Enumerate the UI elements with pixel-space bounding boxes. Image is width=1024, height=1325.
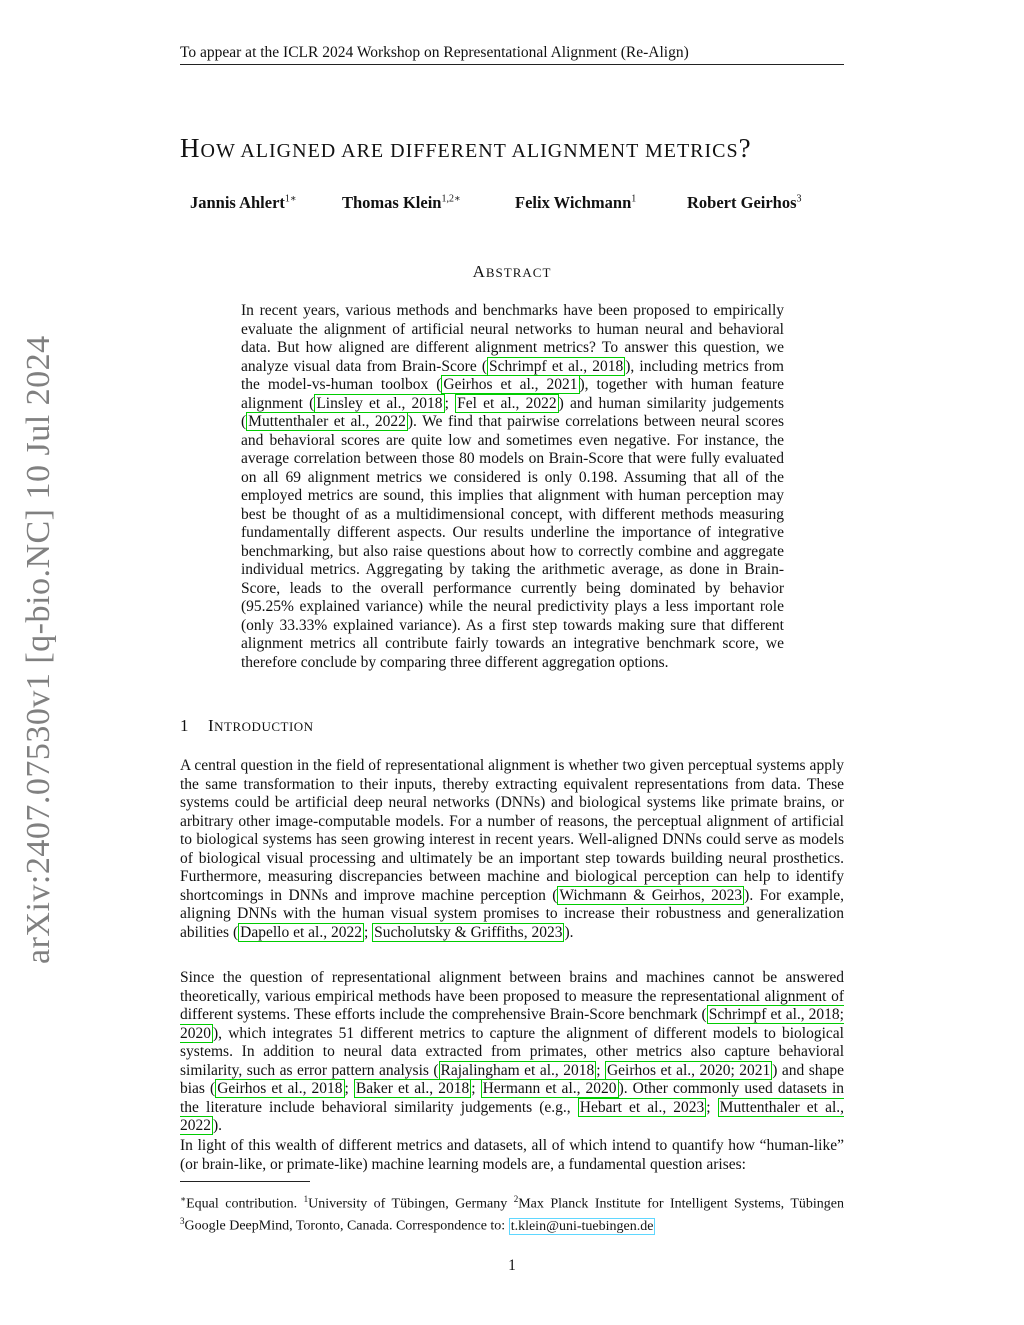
author: Felix Wichmann$^1$ [515, 193, 637, 212]
citation-link[interactable]: Geirhos et al., 2021 [443, 376, 578, 393]
citation-link[interactable]: Sucholutsky & Griffiths, 2023 [374, 923, 563, 941]
citation-link[interactable]: Schrimpf et al., 2018 [489, 357, 624, 375]
abstract-body: In recent years, various methods and benchmarks have been proposed to empirically evaluate the alignment of artificial neural networks to human neural and behavioral data. But how aligned are different alignment metrics? To answer this question, we analyze visual data from Brain-Score ( Schrimpf et al., 2018 ), including metrics from the model-vs-human toolbox ( Geirhos et al., 2021 ), together with human feature alignment ( Linsley et al., 2018 ; Fel et al., 2022 ) and human similarity judgements ( Muttenthaler et al., 2022 ). We find that pairwise correlations between neural scores and behavioral scores are quite low and sometimes even negative. For instance, the average correlation between those 80 models on Brain-Score that were fully evaluated on all 69 alignment metrics we considered is only 0.198. Assuming that all of the employed metrics are sound, this implies that alignment with human perception may best be thought of as a multidimensional concept, with different methods measuring fundamentally different aspects. Our results underline the importance of integrative benchmarking, but also raise questions about how to correctly combine and aggregate individual metrics. Aggregating by taking the arithmetic average, as done in Brain-Score, leads to the overall performance currently being dominated by behavior (95.25% explained variance) while the neural predictivity plays a less important role (only 33.33% explained variance). As a first step towards making sure that different alignment metrics all contribute fairly towards an integrative benchmark score, we therefore conclude by comparing three different aggregation options. [241, 302, 784, 671]
citation-link[interactable]: Muttenthaler et al., 2022 [248, 413, 406, 430]
citation-link[interactable]: Schrimpf et al., 2018; 2020 [180, 1006, 844, 1042]
paragraph: Since the question of representational alignment between brains and machines cannot be answered theoretically, various empirical methods have been proposed to measure the representational alignment of different systems. These efforts include the comprehensive Brain-Score benchmark ( Schrimpf et al., 2018; 2020 ), which integrates 51 different metrics to capture the alignment of different models to biological systems. In addition to neural data extracted from primates, other metrics also capture behavioral similarity, such as error pattern analysis ( Rajalingham et al., 2018 ; Geirhos et al., 2020; 2021 ) and shape bias ( Geirhos et al., 2018 ; Baker et al., 2018 ; Hermann et al., 2020 ). Other commonly used datasets in the literature include behavioral similarity judgements (e.g., Hebart et al., 2023 ; Muttenthaler et al., 2022 ). [180, 969, 845, 1134]
footnote-rule [180, 1181, 310, 1182]
citation-link[interactable]: Baker et al., 2018 [355, 1080, 470, 1097]
citation-link[interactable]: Wichmann & Geirhos, 2023 [559, 886, 743, 904]
footnote: ∗Equal contribution. $^1$University of Tübingen, Germany $^2$Max Planck Institute for Intelligent Systems, Tübingen $^3$Google DeepMind, Toronto, Canada. Correspondence to: t.klein@uni-tuebingen.de [180, 1194, 845, 1234]
abstract-heading: ABSTRACT [472, 262, 552, 281]
paragraph: A central question in the field of representational alignment is whether two given perceptual systems apply the same transformation to their inputs, thereby extracting equivalent representations from data. These systems could be artificial deep neural networks (DNNs) and biological systems like primate brains, or arbitrary other image-computable models. For a number of reasons, the perceptual alignment of artificial to biological systems has seen growing interest in recent years. Well-aligned DNNs could serve as models of biological visual processing and ultimately be an important step towards building neural prosthetics. Furthermore, measuring discrepancies between machine and biological perception can help to identify shortcomings in DNNs and improve machine perception ( Wichmann & Geirhos, 2023 ). For example, aligning DNNs with the human visual system promises to increase their robustness and generalization abilities ( Dapello et al., 2022 ; Sucholutsky & Griffiths, 2023 ). [180, 757, 844, 941]
citation-link[interactable]: Hebart et al., 2023 [579, 1098, 705, 1116]
page-number: 1 [508, 1257, 516, 1274]
citation-link[interactable]: Linsley et al., 2018 [316, 394, 443, 412]
citation-link[interactable]: Dapello et al., 2022 [240, 923, 362, 941]
author: Thomas Klein$^{1,2∗}$ [342, 193, 461, 212]
citation-link[interactable]: Rajalingham et al., 2018 [440, 1061, 595, 1079]
author: Jannis Ahlert$^{1∗}$ [190, 193, 297, 212]
paper-title: HOW ALIGNED ARE DIFFERENT ALIGNMENT METRICS? [180, 133, 752, 163]
citation-link[interactable]: Hermann et al., 2020 [482, 1080, 617, 1097]
header-rule [180, 64, 844, 65]
citation-link[interactable]: Fel et al., 2022 [457, 394, 557, 412]
citation-link[interactable]: Muttenthaler et al., 2022 [180, 1098, 845, 1134]
citation-link[interactable]: Geirhos et al., 2020; 2021 [606, 1061, 771, 1079]
running-header: To appear at the ICLR 2024 Workshop on Representational Alignment (Re-Align) [180, 44, 689, 61]
section-heading: 1 INTRODUCTION [180, 716, 314, 735]
paragraph: In light of this wealth of different metrics and datasets, all of which intend to quantify how “human-like” (or brain-like, or primate-like) machine learning models are, a fundamental question arises: [180, 1137, 844, 1173]
author: Robert Geirhos$^3$ [687, 193, 802, 212]
email-link[interactable]: t.klein@uni-tuebingen.de [510, 1218, 654, 1234]
citation-link[interactable]: Geirhos et al., 2018 [217, 1080, 343, 1097]
arxiv-stamp: arXiv:2407.07530v1 [q-bio.NC] 10 Jul 2024 [20, 335, 57, 964]
